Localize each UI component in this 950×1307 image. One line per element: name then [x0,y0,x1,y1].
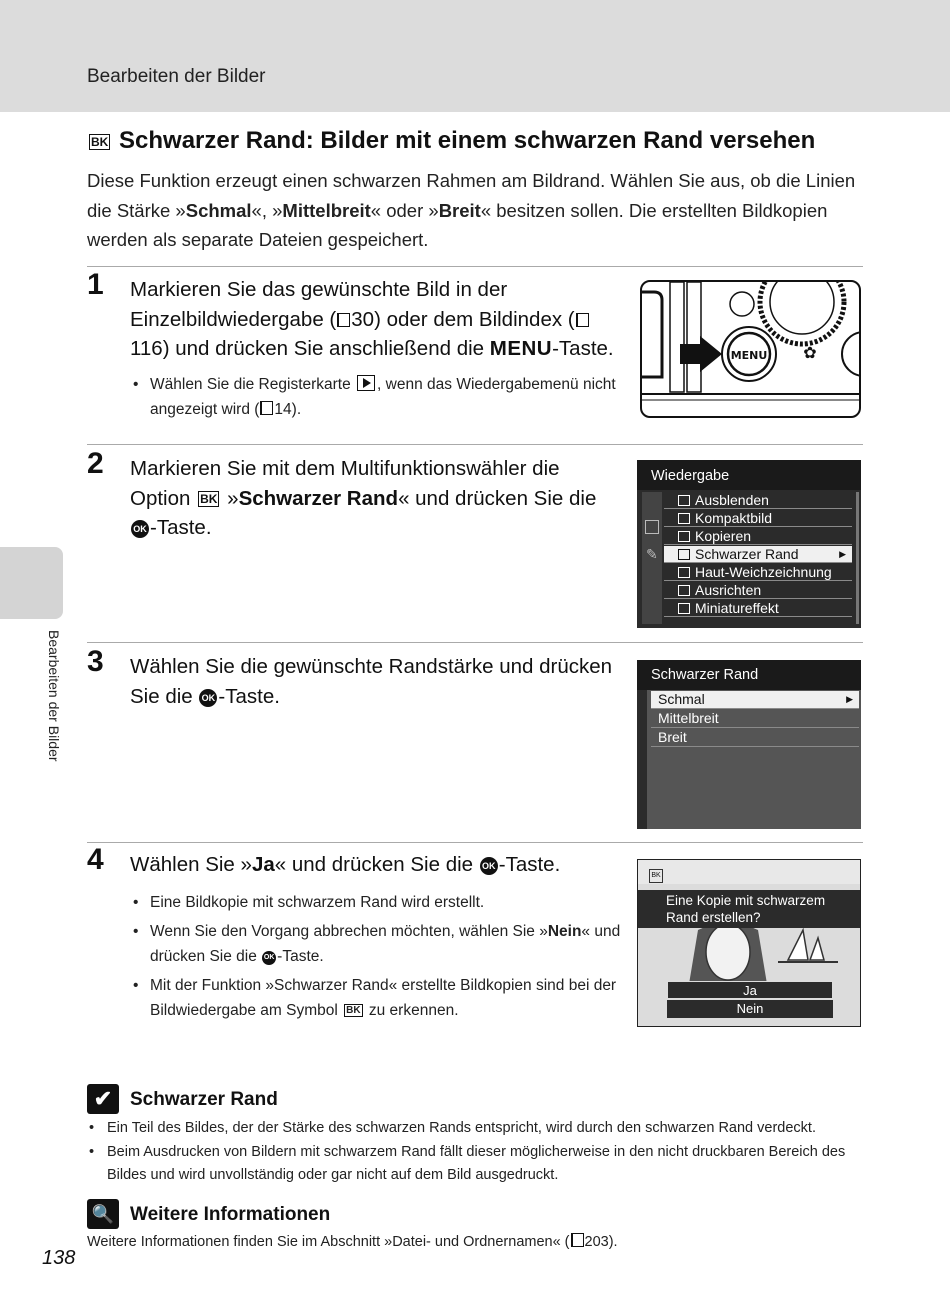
step-4-text [130,850,615,880]
miniature-effect-icon [678,603,690,614]
confirm-screen [637,859,861,1027]
step-bold-option: Ja [251,853,275,876]
bullet-text: « und drücken Sie die [150,923,621,965]
step-number: 2 [87,447,104,480]
chevron-right-icon: ▶ [846,694,853,704]
step-text: Markieren Sie das gewünschte Bild in der Einzelbildwiedergabe ( [130,278,508,331]
step-text: Wählen Sie die gewünschte Randstärke und drücken Sie die [130,655,613,708]
bullet-text: -Taste. [277,948,324,965]
info-note-title: Weitere Informationen [130,1204,331,1225]
ok-button-icon: OK [262,951,276,965]
step-number: 3 [87,645,104,678]
menu-title: Schwarzer Rand [651,667,759,683]
chapter-tab [0,547,63,619]
step-number: 4 [87,843,104,876]
camera-back-illustration [640,280,861,418]
bullet-text: Wählen Sie die Registerkarte [150,376,356,393]
straighten-icon [678,585,690,596]
playback-menu-screen [637,460,861,628]
step-3-text [130,652,615,711]
caution-note-title: Schwarzer Rand [130,1089,278,1110]
screen-edge [637,690,647,829]
menu-item-label: Schwarzer Rand [695,546,799,562]
step-text: Wählen Sie » [130,853,252,876]
bullet-text: Wenn Sie den Vorgang abbrechen möchten, wählen Sie » [150,923,548,940]
menu-scrollbar[interactable] [856,492,859,624]
bullet-text: zu erkennen. [364,1002,459,1019]
intro-bold-schmal: Schmal [185,199,252,221]
intro-bold-breit: Breit [438,199,481,221]
page-title [87,127,815,155]
step-4-bullet [133,890,630,915]
book-ref-icon [260,401,273,415]
confirm-no-button[interactable]: Nein [667,1000,833,1018]
caution-checkmark-icon: ✔ [87,1084,119,1114]
small-picture-icon [678,513,690,524]
skin-softening-icon [678,567,690,578]
menu-item[interactable] [664,510,852,527]
step-bold-option: Schwarzer Rand [238,486,399,510]
confirm-yes-button[interactable]: Ja [667,981,833,999]
menu-item-label: Ausblenden [695,492,769,508]
menu-item-label: Haut-Weichzeichnung [695,564,832,580]
intro-text: «, » [251,199,283,221]
info-note-text [87,1233,618,1250]
sidebar-label: Bearbeiten der Bilder [46,630,62,762]
black-border-icon: BK [649,869,663,883]
step-1-bullet [133,372,630,422]
black-border-icon: BK [91,135,109,149]
bullet-text: Mit der Funktion »Schwarzer Rand« erstellte Bildkopien sind bei der Bildwiedergabe am Symbol [150,977,617,1019]
bullet-text: ). [291,401,302,418]
svg-text:✿: ✿ [803,343,817,362]
option-mittelbreit[interactable] [651,710,859,728]
border-width-screen [637,660,861,829]
menu-item-label: Kopieren [695,528,752,544]
step-1-text [130,275,615,364]
divider [87,266,863,267]
page-ref: 14 [274,401,292,418]
step-2-text [130,454,615,543]
menu-item-label: Kompaktbild [695,510,773,526]
step-text: -Taste. [150,516,212,539]
option-label: Schmal [658,691,705,707]
option-breit[interactable] [651,729,859,747]
info-magnifier-icon: 🔍 [87,1199,119,1229]
option-label: Breit [658,729,687,745]
bullet-text: Eine Bildkopie mit schwarzem Rand wird erstellt. [150,894,485,911]
menu-item[interactable] [664,564,852,581]
menu-item[interactable] [664,582,852,599]
intro-text: « oder » [370,199,439,221]
book-ref-icon [576,313,589,327]
step-4-bullet [133,973,630,1023]
playback-tab-icon [645,520,659,534]
menu-item-label: Ausrichten [695,582,762,598]
black-border-icon: BK [200,491,218,506]
black-border-icon: BK [346,1005,361,1016]
menu-title: Wiedergabe [651,468,730,484]
book-ref-icon [337,313,350,327]
page-header [0,0,950,112]
intro-text: « besitzen sollen. Die erstellten Bildkopien werden als separate Dateien gespeichert. [87,199,828,250]
ok-button-icon: OK [199,689,217,707]
ok-button-icon: OK [131,520,149,538]
chevron-right-icon: ▶ [839,549,846,559]
intro-text: Diese Funktion erzeugt einen schwarzen Rahmen am Bildrand. Wählen Sie aus, ob die Linien die Stärke » [87,170,856,221]
intro-paragraph [87,166,877,255]
copy-icon [678,531,690,542]
menu-item-label: Miniatureffekt [695,600,779,616]
bullet-bold: Nein [547,923,582,940]
menu-item[interactable] [664,492,852,509]
menu-item[interactable] [664,600,852,617]
page-number: 138 [42,1247,76,1269]
divider [87,842,863,843]
step-number: 1 [87,268,104,301]
confirm-question [666,892,825,926]
hide-icon [678,495,690,506]
menu-item-selected[interactable] [664,546,852,563]
info-text: Weitere Informationen finden Sie im Abschnitt »Datei- und Ordnernamen« ( [87,1234,570,1250]
playback-tab-icon [357,375,375,391]
header-section-title: Bearbeiten der Bilder [87,66,266,87]
caution-note-item: • Beim Ausdrucken von Bildern mit schwarzem Rand fällt dieser möglicherweise in den nicht druckbaren Bereich des Bildes und wird unvollständig oder gar nicht auf dem Bild ausgedruckt. [87,1141,882,1187]
option-label: Mittelbreit [658,710,719,726]
page-ref: 30 [351,307,375,331]
wrench-icon: ✎ [646,546,658,562]
step-text: ) und drücken Sie anschließend die [162,337,490,360]
intro-bold-mittelbreit: Mittelbreit [282,199,371,221]
divider [87,642,863,643]
caution-note-item: • Ein Teil des Bildes, der der Stärke des schwarzen Rands entspricht, wird durch den schwarzen Rand verdeckt. [87,1117,882,1140]
camera-menu-button: MENU [730,349,768,362]
step-4-bullet [133,919,630,969]
menu-button-label: MENU [489,337,553,360]
info-text: ). [608,1234,618,1250]
question-line: Eine Kopie mit schwarzem [666,893,826,908]
page-title-text: Schwarzer Rand: Bilder mit einem schwarzen Rand versehen [119,127,816,154]
ok-button-icon: OK [480,857,498,875]
black-border-icon [678,549,690,560]
book-ref-icon [571,1233,584,1247]
menu-tab-column [642,492,662,624]
step-text: « und drücken Sie die [274,853,479,876]
step-text: Markieren Sie mit dem Multifunktionswähler die Option [130,457,560,510]
page-ref: 116 [130,337,163,360]
divider [87,444,863,445]
menu-item[interactable] [664,528,852,545]
step-text: -Taste. [218,684,280,708]
page-ref: 203 [584,1234,609,1250]
camera-drawing [642,282,861,418]
step-text: ) oder dem Bildindex ( [374,307,575,331]
option-schmal[interactable] [651,691,859,709]
step-text: -Taste. [552,337,614,360]
question-line: Rand erstellen? [666,910,761,925]
step-text: -Taste. [498,853,561,876]
step-text: « und drücken Sie die [398,486,597,510]
bullet-text: , wenn das Wiedergabemenü nicht angezeigt wird ( [150,376,616,418]
step-text: » [221,486,239,510]
